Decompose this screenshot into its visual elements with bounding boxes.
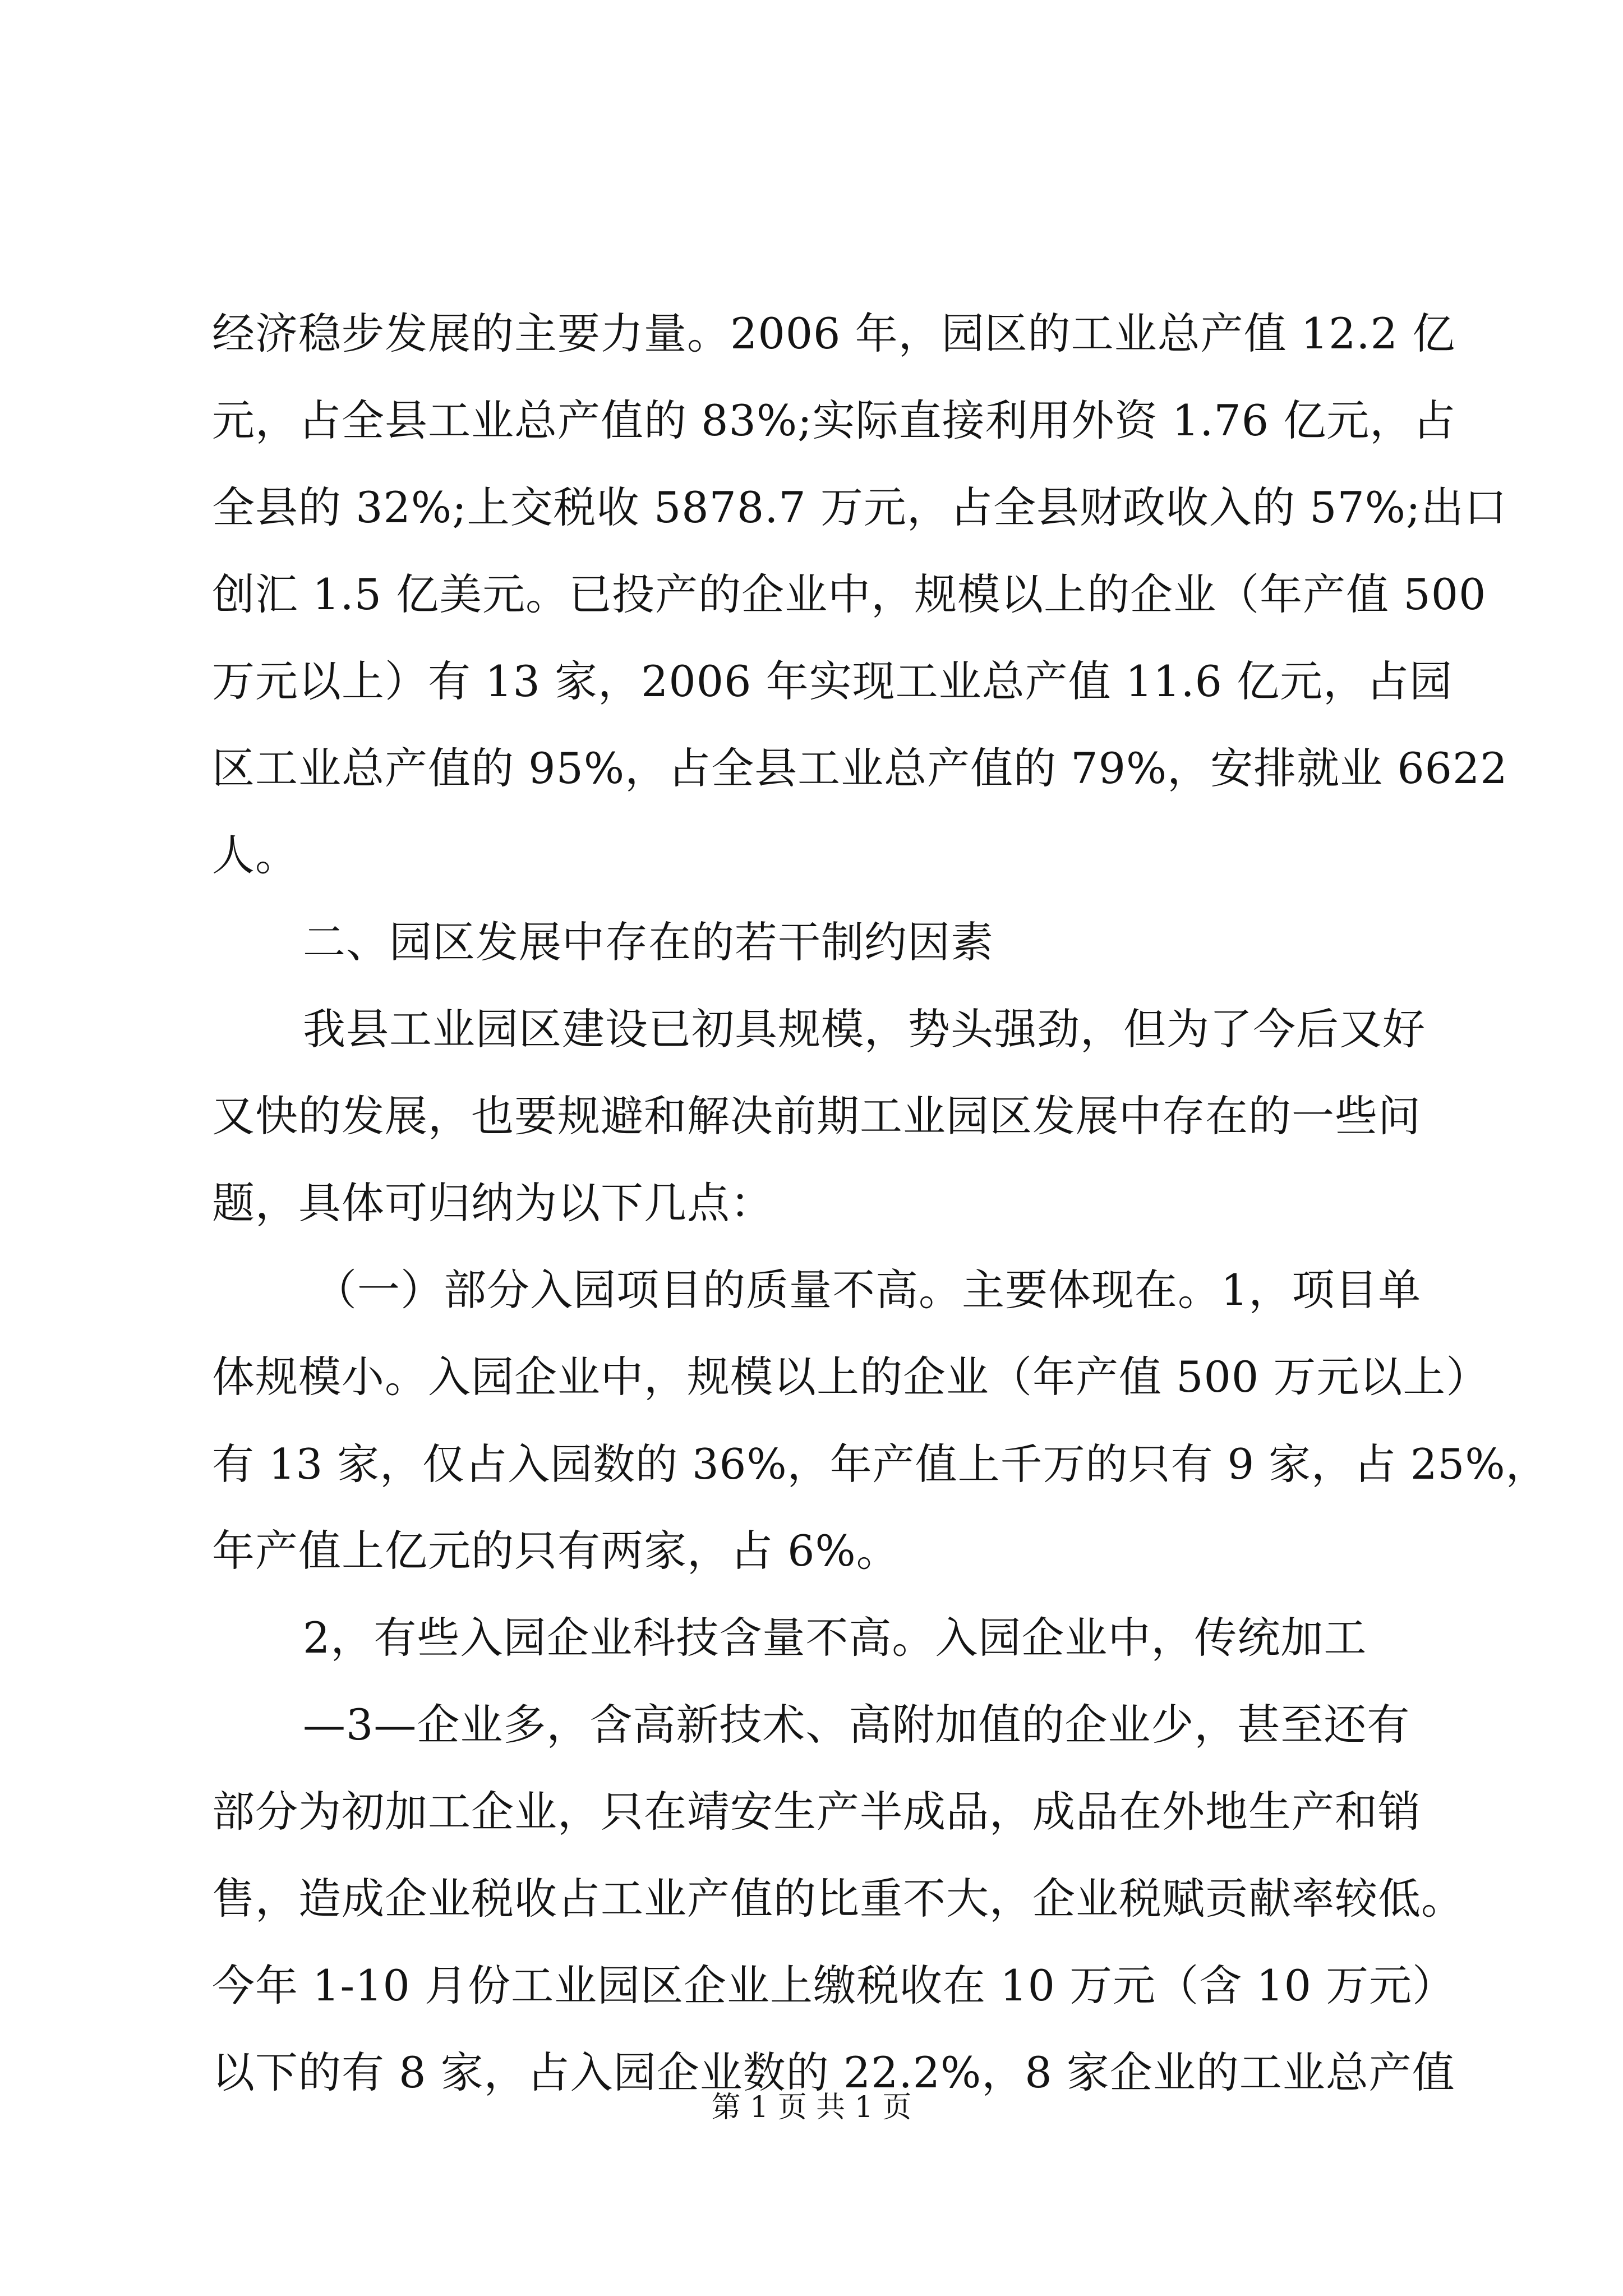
body-line-12: （一）部分入园项目的质量不高。主要体现在。1，项目单 — [314, 1265, 1422, 1315]
body-line-9: 我县工业园区建设已初具规模，势头强劲，但为了今后又好 — [303, 1004, 1426, 1054]
body-line-4: 创汇 1.5 亿美元。已投产的企业中，规模以上的企业（年产值 500 — [212, 569, 1487, 619]
body-line-6: 区工业总产值的 95%，占全县工业总产值的 79%，安排就业 6622 — [212, 743, 1508, 793]
section-heading: 二、园区发展中存在的若干制约因素 — [303, 917, 994, 967]
page-footer: 第 1 页 共 1 页 — [711, 2091, 912, 2124]
body-line-19: 售，造成企业税收占工业产值的比重不大，企业税赋贡献率较低。 — [212, 1874, 1464, 1924]
body-line-10: 又快的发展，也要规避和解决前期工业园区发展中存在的一些问 — [212, 1091, 1421, 1141]
body-line-20: 今年 1-10 月份工业园区企业上缴税收在 10 万元（含 10 万元） — [212, 1961, 1456, 2010]
body-line-18: 部分为初加工企业，只在靖安生产半成品，成品在外地生产和销 — [212, 1787, 1421, 1837]
body-line-7: 人。 — [212, 830, 298, 880]
body-line-13: 体规模小。入园企业中，规模以上的企业（年产值 500 万元以上） — [212, 1352, 1490, 1402]
body-line-21: 以下的有 8 家，占入园企业数的 22.2%，8 家企业的工业总产值 — [212, 2047, 1455, 2097]
body-line-16: 2，有些入园企业科技含量不高。入园企业中，传统加工 — [303, 1613, 1367, 1663]
body-line-5: 万元以上）有 13 家，2006 年实现工业总产值 11.6 亿元，占园 — [212, 656, 1453, 706]
body-line-1: 经济稳步发展的主要力量。2006 年，园区的工业总产值 12.2 亿 — [212, 309, 1456, 358]
body-line-15: 年产值上亿元的只有两家，占 6%。 — [212, 1526, 900, 1576]
body-line-14: 有 13 家，仅占入园数的 36%，年产值上千万的只有 9 家，占 25%， — [212, 1439, 1548, 1489]
body-line-17: —3—企业多，含高新技术、高附加值的企业少，甚至还有 — [303, 1700, 1410, 1750]
body-line-2: 元，占全县工业总产值的 83%;实际直接利用外资 1.76 亿元，占 — [212, 395, 1456, 445]
body-line-11: 题，具体可归纳为以下几点： — [212, 1178, 773, 1228]
body-line-3: 全县的 32%;上交税收 5878.7 万元，占全县财政收入的 57%;出口 — [212, 482, 1507, 532]
